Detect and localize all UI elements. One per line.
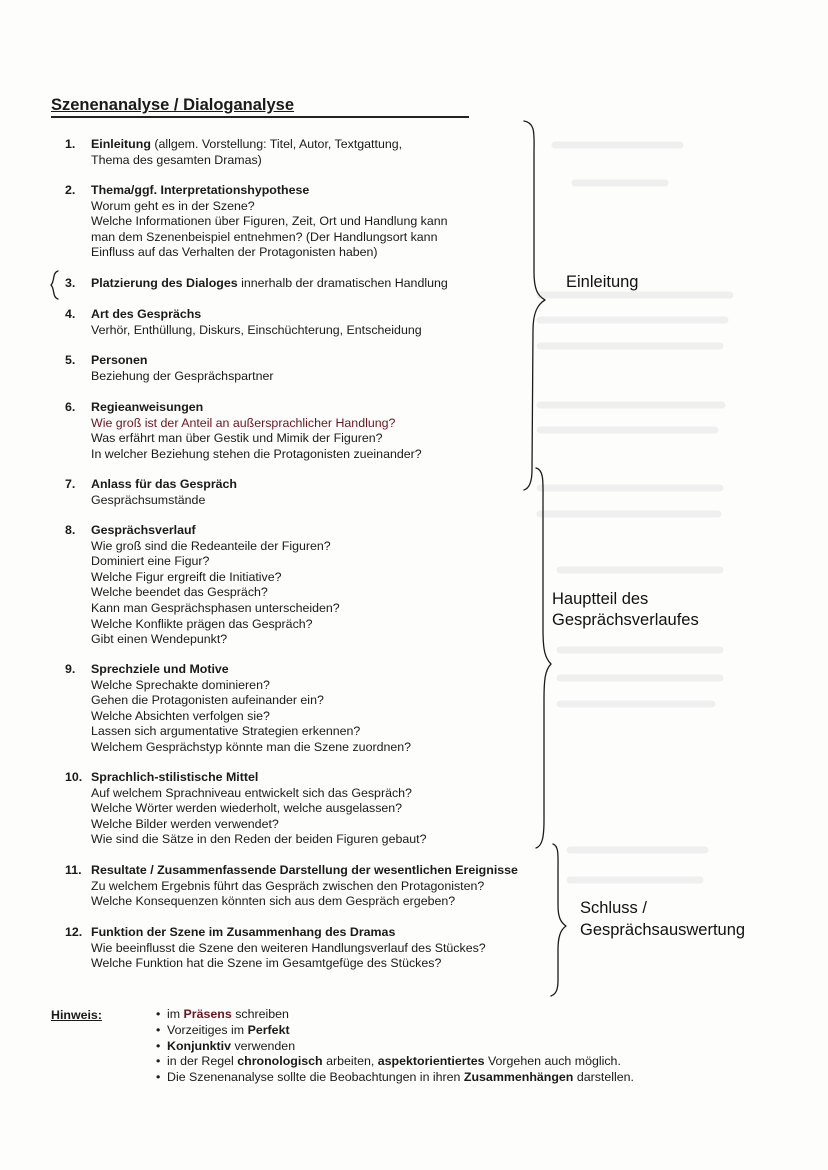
item-number: 7. — [65, 477, 76, 491]
item-number: 5. — [65, 353, 76, 367]
item-number: 10. — [65, 770, 83, 784]
item-number: 8. — [65, 523, 76, 537]
section-label-hauptteil-2: Gesprächsverlaufes — [552, 611, 699, 629]
item-heading: Sprachlich-stilistische Mittel — [91, 770, 259, 784]
item-line: Gibt einen Wendepunkt? — [91, 632, 228, 647]
item-line: Gesprächsumstände — [91, 492, 206, 507]
item-line-highlighted: Wie groß ist der Anteil an außersprachlicher Handlung? — [91, 415, 396, 430]
item-line: Welche Wörter werden wiederholt, welche ausgelassen? — [91, 801, 403, 816]
item-number: 6. — [65, 400, 76, 414]
item-line: Kann man Gesprächsphasen unterscheiden? — [91, 600, 340, 615]
item-line: Welche Informationen über Figuren, Zeit, Ort und Handlung kann — [91, 214, 448, 229]
item-line: Thema des gesamten Dramas) — [91, 152, 262, 167]
note-item: • in der Regel chronologisch arbeiten, aspektorientiertes Vorgehen auch möglich. — [156, 1054, 621, 1069]
item-line: man dem Szenenbeispiel entnehmen? (Der Handlungsort kann — [91, 229, 438, 244]
item-line: Welche Konsequenzen könnten sich aus dem Gespräch ergeben? — [91, 894, 456, 909]
item-line: Beziehung der Gesprächspartner — [91, 368, 274, 383]
item-line: Zu welchem Ergebnis führt das Gespräch zwischen den Protagonisten? — [91, 878, 485, 893]
note-emphasis: aspektorientiertes — [377, 1054, 485, 1069]
item-heading: Personen — [91, 353, 148, 367]
item-heading: Platzierung des Dialoges — [91, 276, 238, 290]
item-heading: Sprechziele und Motive — [91, 662, 229, 676]
item-line: In welcher Beziehung stehen die Protagonisten zueinander? — [91, 446, 422, 461]
note-item: • im Präsens schreiben — [156, 1007, 289, 1021]
item-line: Welche Funktion hat die Szene im Gesamtgefüge des Stückes? — [91, 956, 442, 971]
item-line: Welche beendet das Gespräch? — [91, 585, 268, 600]
item-heading: Resultate / Zusammenfassende Darstellung der wesentlichen Ereignisse — [91, 863, 518, 877]
item-line: Welche Figur ergreift die Initiative? — [91, 569, 282, 584]
item-heading: Einleitung — [91, 137, 151, 151]
item-heading: Art des Gesprächs — [91, 307, 202, 321]
section-label-hauptteil-1: Hauptteil des — [552, 590, 649, 608]
item-line: Dominiert eine Figur? — [91, 554, 210, 569]
item-heading-rest: innerhalb der dramatischen Handlung — [237, 276, 448, 290]
item-line: Was erfährt man über Gestik und Mimik der Figuren? — [91, 431, 383, 446]
item-number: 9. — [65, 662, 76, 676]
item-heading: Gesprächsverlauf — [91, 523, 196, 537]
note-emphasis: chronologisch — [237, 1054, 323, 1069]
section-label-schluss-1: Schluss / — [580, 899, 647, 917]
item-number: 1. — [65, 137, 76, 151]
bullet-icon: • — [156, 1038, 161, 1053]
bullet-icon: • — [156, 1070, 161, 1085]
item-line: Wie sind die Sätze in den Reden der beiden Figuren gebaut? — [91, 832, 427, 847]
item-heading: Thema/ggf. Interpretationshypothese — [91, 183, 310, 197]
title-underline-rule — [51, 116, 469, 118]
item-line: Lassen sich argumentative Strategien erkennen? — [91, 724, 361, 739]
item-heading: Anlass für das Gespräch — [91, 477, 237, 491]
item-line: Wie groß sind die Redeanteile der Figuren? — [91, 538, 331, 553]
note-item: • Die Szenenanalyse sollte die Beobachtungen in ihren Zusammenhängen darstellen. — [156, 1070, 635, 1085]
note-emphasis: Perfekt — [247, 1022, 290, 1037]
note-item: • Vorzeitiges im Perfekt — [156, 1022, 290, 1037]
item-line: Einfluss auf das Verhalten der Protagonisten haben) — [91, 245, 378, 260]
item-line: Welche Konflikte prägen das Gespräch? — [91, 616, 313, 631]
item-heading: Funktion der Szene im Zusammenhang des Dramas — [91, 925, 396, 939]
bullet-icon: • — [156, 1054, 161, 1069]
item-number: 12. — [65, 925, 83, 939]
bullet-icon: • — [156, 1007, 161, 1021]
bullet-icon: • — [156, 1022, 161, 1037]
item-line: Welche Absichten verfolgen sie? — [91, 708, 270, 723]
item-line: Welche Sprechakte dominieren? — [91, 677, 270, 692]
item-line: Worum geht es in der Szene? — [91, 198, 255, 213]
item-line: Verhör, Enthüllung, Diskurs, Einschüchterung, Entscheidung — [91, 322, 422, 337]
small-left-brace-icon — [51, 271, 58, 299]
item-line: Welche Bilder werden verwendet? — [91, 816, 279, 831]
item-heading: Regieanweisungen — [91, 400, 204, 414]
item-line: Gehen die Protagonisten aufeinander ein? — [91, 693, 324, 708]
item-line: Auf welchem Sprachniveau entwickelt sich das Gespräch? — [91, 785, 412, 800]
section-label-einleitung: Einleitung — [566, 273, 639, 291]
item-number: 2. — [65, 183, 76, 197]
item-number: 4. — [65, 307, 76, 321]
hinweis-label: Hinweis: — [51, 1008, 102, 1022]
section-label-schluss-2: Gesprächsauswertung — [580, 921, 746, 939]
item-number: 3. — [65, 276, 76, 290]
item-heading-rest: (allgem. Vorstellung: Titel, Autor, Textgattung, — [150, 137, 403, 151]
note-emphasis: Konjunktiv — [167, 1038, 232, 1053]
hinweis-notes — [156, 1007, 634, 1086]
note-emphasis: Zusammenhängen — [463, 1070, 574, 1085]
item-number: 11. — [65, 863, 82, 877]
item-line: Wie beeinflusst die Szene den weiteren Handlungsverlauf des Stückes? — [91, 940, 486, 955]
item-line: Welchem Gesprächstyp könnte man die Szene zuordnen? — [91, 739, 412, 754]
page-title: Szenenanalyse / Dialoganalyse — [51, 96, 295, 114]
note-emphasis: Präsens — [183, 1007, 232, 1021]
note-item: • Konjunktiv verwenden — [156, 1038, 296, 1053]
